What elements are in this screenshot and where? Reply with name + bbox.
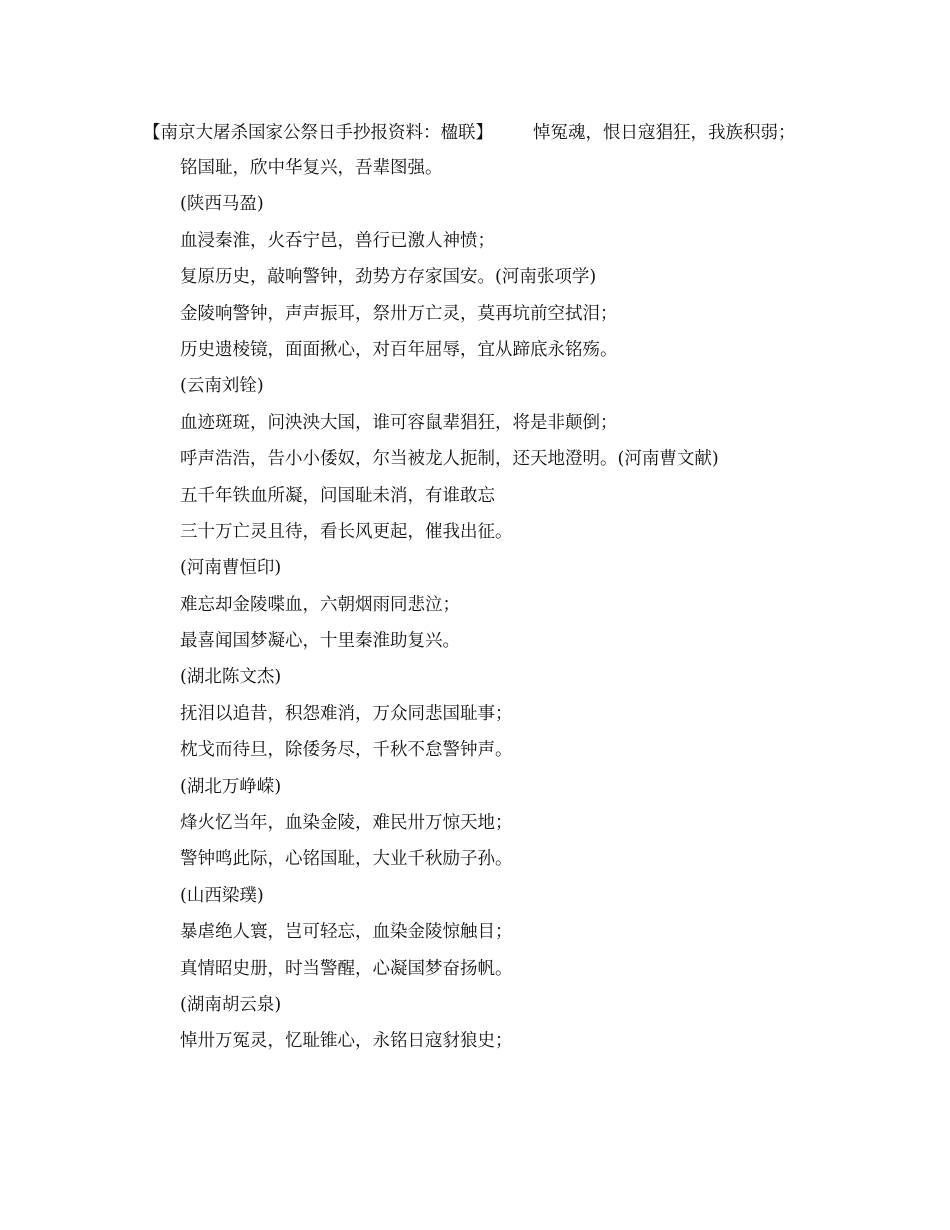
couplet-lines xyxy=(143,150,803,1060)
opening-paragraph xyxy=(143,117,803,150)
text-line: (陕西马盈) xyxy=(180,194,264,215)
document-body xyxy=(143,117,803,1060)
text-line: (山西梁璞) xyxy=(180,885,264,906)
text-line: 真情昭史册，时当警醒，心凝国梦奋扬帆。 xyxy=(180,958,513,979)
text-line: (河南曹恒印) xyxy=(180,558,282,579)
text-line: 复原历史，敲响警钟，劲势方存家国安。(河南张项学) xyxy=(180,267,597,288)
couplet-first-line: 悼冤魂，恨日寇猖狂，我族积弱； xyxy=(533,123,796,143)
document-heading: 【南京大屠杀国家公祭日手抄报资料：楹联】 xyxy=(143,123,493,143)
text-line: (湖南胡云泉) xyxy=(180,994,282,1015)
text-line: (湖北陈文杰) xyxy=(180,667,282,688)
text-line: 血迹斑斑，问泱泱大国，谁可容鼠辈猖狂，将是非颠倒； xyxy=(180,412,618,433)
text-line: 暴虐绝人寰，岂可轻忘，血染金陵惊触目； xyxy=(180,922,513,943)
text-line: 血浸秦淮，火吞宁邑，兽行已激人神愤； xyxy=(180,230,495,251)
text-line: 历史遗棱镜，面面揪心，对百年屈辱，宜从蹄底永铭殇。 xyxy=(180,339,618,360)
text-line: 抚泪以追昔，积怨难消，万众同悲国耻事； xyxy=(180,703,513,724)
text-line: 三十万亡灵且待，看长风更起，催我出征。 xyxy=(180,521,513,542)
text-line: 枕戈而待旦，除倭务尽，千秋不怠警钟声。 xyxy=(180,740,513,761)
text-line: 金陵响警钟，声声振耳，祭卅万亡灵，莫再坑前空拭泪； xyxy=(180,303,618,324)
text-line: 烽火忆当年，血染金陵，难民卅万惊天地； xyxy=(180,813,513,834)
text-line: 五千年铁血所凝，问国耻未消，有谁敢忘 xyxy=(180,485,495,506)
text-line: 难忘却金陵喋血，六朝烟雨同悲泣； xyxy=(180,594,460,615)
text-line: (湖北万峥嵘) xyxy=(180,776,282,797)
text-line: 警钟鸣此际，心铭国耻，大业千秋励子孙。 xyxy=(180,849,513,870)
text-line: 悼卅万冤灵，忆耻锥心，永铭日寇豺狼史； xyxy=(180,1031,513,1052)
text-line: 铭国耻，欣中华复兴，吾辈图强。 xyxy=(180,158,443,178)
text-line: 最喜闻国梦凝心，十里秦淮助复兴。 xyxy=(180,631,460,652)
text-line: 呼声浩浩，告小小倭奴，尔当被龙人扼制，还天地澄明。(河南曹文献) xyxy=(180,449,719,470)
text-line: (云南刘铨) xyxy=(180,376,264,397)
